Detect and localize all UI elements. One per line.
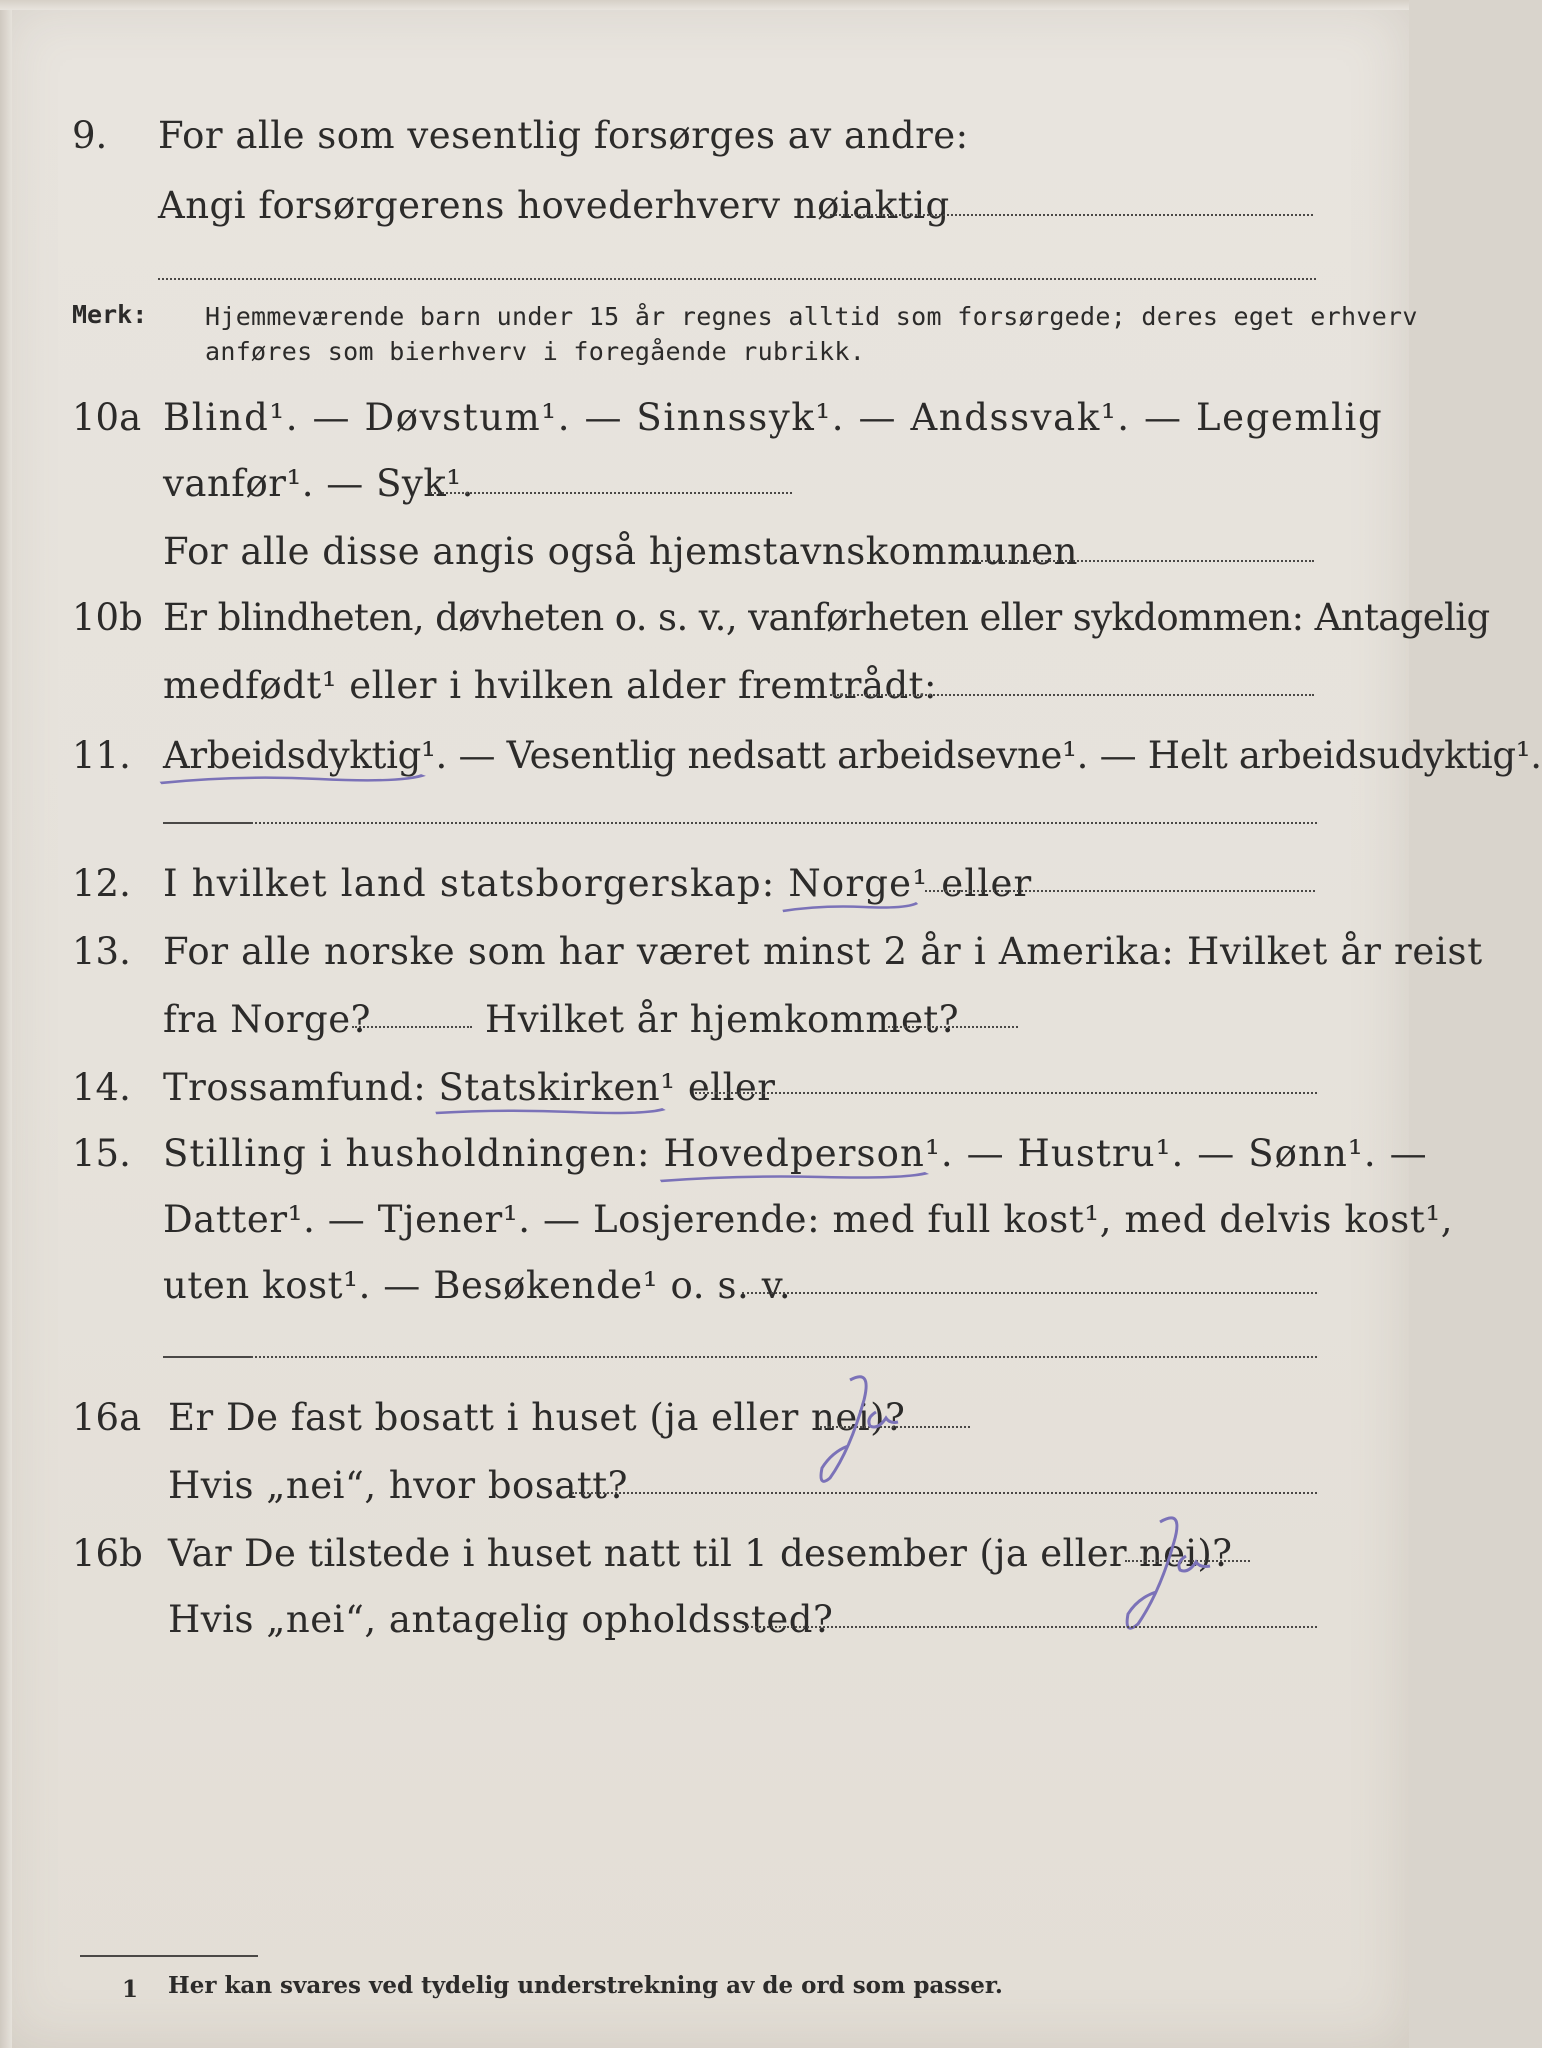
- q16b-number: 16b: [72, 1532, 143, 1575]
- q13-number: 13.: [72, 930, 131, 973]
- q15-line1: Stilling i husholdningen: Hovedperson ¹. — Hustru¹. — Sønn¹. —: [163, 1132, 1428, 1175]
- pencil-underline-icon: [655, 1167, 933, 1185]
- q9-answer-line[interactable]: [830, 214, 1313, 216]
- q9-line1: For alle som vesentlig forsørges av andre:: [158, 114, 969, 157]
- q15-answer-line[interactable]: [742, 1292, 1317, 1294]
- merk-line1: Hjemmeværende barn under 15 år regnes alltid som forsørgede; deres eget erhverv: [205, 302, 1418, 331]
- q14-answer-line[interactable]: [695, 1092, 1317, 1094]
- q13-line1: For alle norske som har været minst 2 år i Amerika: Hvilket år reist: [163, 930, 1483, 973]
- q11-line: Arbeidsdyktig ¹. — Vesentlig nedsatt arbeidsevne¹. — Helt arbeidsudyktig¹.: [163, 734, 1542, 777]
- q10b-number: 10b: [72, 596, 143, 639]
- q10a-line1: Blind¹. — Døvstum¹. — Sinnssyk¹. — Andssvak¹. — Legemlig: [163, 396, 1384, 439]
- q15-line3: uten kost¹. — Besøkende¹ o. s. v.: [163, 1264, 792, 1307]
- q10a-hometown-line[interactable]: [962, 560, 1314, 562]
- q16a-line2: Hvis „nei“, hvor bosatt?: [168, 1464, 628, 1507]
- q9-line2: Angi forsørgerens hovederhverv nøiaktig: [158, 184, 950, 227]
- merk-label: Merk:: [72, 300, 148, 329]
- q12-number: 12.: [72, 862, 131, 905]
- q15-number: 15.: [72, 1132, 131, 1175]
- q10a-line3: For alle disse angis også hjemstavnskommunen: [163, 530, 1079, 573]
- q10a-answer-line[interactable]: [430, 492, 792, 494]
- q10b-line1: Er blindheten, døvheten o. s. v., vanførheten eller sykdommen: Antagelig: [163, 596, 1490, 639]
- pencil-underline-icon: [155, 769, 429, 787]
- q16a-residence-line[interactable]: [572, 1492, 1317, 1494]
- q14-line: Trossamfund: Statskirken ¹ eller: [163, 1066, 776, 1109]
- q9-continuation-line[interactable]: [158, 278, 1316, 280]
- q11-continuation-line[interactable]: [163, 822, 1317, 824]
- handwritten-answer-16b: [1080, 1500, 1240, 1640]
- q11-option-arbeidsdyktig[interactable]: Arbeidsdyktig: [163, 734, 421, 777]
- pencil-underline-icon: [780, 897, 920, 915]
- q15-line2: Datter¹. — Tjener¹. — Losjerende: med full kost¹, med delvis kost¹,: [163, 1198, 1454, 1241]
- q16a-line1: Er De fast bosatt i huset (ja eller nei)?: [168, 1396, 906, 1439]
- footnote-rule: [80, 1955, 258, 1957]
- q10b-answer-line[interactable]: [830, 694, 1314, 696]
- q16b-line1: Var De tilstede i huset natt til 1 desember (ja eller nei)?: [168, 1532, 1233, 1575]
- q13-line2a: fra Norge?: [163, 998, 371, 1041]
- q10b-line2: medfødt¹ eller i hvilken alder fremtrådt:: [163, 664, 938, 707]
- q13-departure-year-line[interactable]: [352, 1026, 472, 1028]
- q10a-number: 10a: [72, 396, 142, 439]
- q9-number: 9.: [72, 114, 108, 157]
- footnote-text: Her kan svares ved tydelig understrekning av de ord som passer.: [168, 1972, 1003, 1999]
- q13-return-year-line[interactable]: [888, 1026, 1018, 1028]
- q16b-whereabouts-line[interactable]: [742, 1626, 1317, 1628]
- q15-option-hovedperson[interactable]: Hovedperson: [663, 1132, 925, 1175]
- q10a-line2: vanfør¹. — Syk¹.: [163, 462, 474, 505]
- q13-line2b: Hvilket år hjemkommet?: [485, 998, 960, 1041]
- pencil-underline-icon: [431, 1101, 669, 1119]
- q12-line: I hvilket land statsborgerskap: Norge ¹ eller: [163, 862, 1032, 905]
- q12-answer-line[interactable]: [925, 890, 1315, 892]
- q16a-number: 16a: [72, 1396, 142, 1439]
- q16b-line2: Hvis „nei“, antagelig opholdssted?: [168, 1598, 834, 1641]
- q14-option-statskirken[interactable]: Statskirken: [439, 1066, 661, 1109]
- paper-edge-top: [0, 0, 1409, 10]
- footnote-mark: 1: [122, 1976, 139, 2003]
- q15-continuation-line[interactable]: [163, 1356, 1317, 1358]
- q11-number: 11.: [72, 734, 131, 777]
- handwritten-answer-16a: [780, 1360, 930, 1490]
- merk-line2: anføres som bierhverv i foregående rubrikk.: [205, 337, 866, 366]
- q12-option-norge[interactable]: Norge: [788, 862, 912, 905]
- paper-edge-left: [0, 0, 12, 2048]
- q14-number: 14.: [72, 1066, 131, 1109]
